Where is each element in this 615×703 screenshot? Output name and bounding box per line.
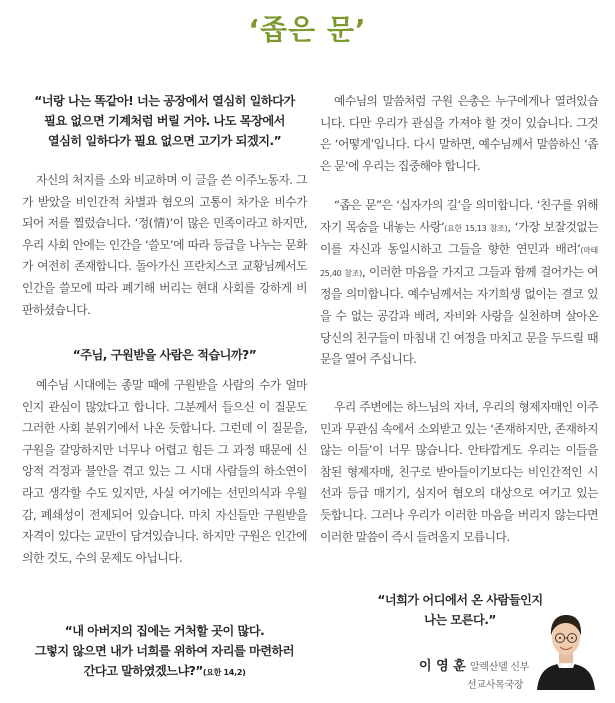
author-name: 이 영 훈 xyxy=(419,659,466,674)
john-quote xyxy=(22,621,307,683)
page-title: ‘좁은 문’ xyxy=(248,13,367,46)
author-title: 알렉산델 신부 xyxy=(470,662,530,673)
scripture-reference: (마태 25,40 참조) xyxy=(320,246,598,278)
left-paragraph-2: 예수님 시대에는 종말 때에 구원받을 사람의 수가 얼마인지 관심이 많았다고 합니다. 그분께서 들으신 이 질문도 그러한 사회 분위기에서 나온 듯합니다. 그런데 이 질문을, 구원을 갈망하지만 너무나 어렵고 힘든 그 과정 때문에 신앙적 걱정과 불안을 겪고 있는 그 시대 사람들의 하소연이라고 생각할 수도 있지만, 사실 여기에는 선민의식과 우월감, 폐쇄성이 전제되어 있습니다. 마치 자신들만 구원받을 자격이 있다는 교만이 담겨있습니다. 하지만 구원은 인간에 의한 것도, 수의 문제도 아닙니다. xyxy=(22,378,307,565)
opening-quote-line: “너랑 나는 똑같아! 너는 공장에서 열심히 일하다가 xyxy=(34,94,295,108)
right-paragraph-2: “좁은 문”은 ‘십자가의 길’을 의미합니다. ‘친구를 위해 자기 목숨을 내놓는 사랑’(요한 15,13 참조), ‘가장 보잘것없는 이를 자신과 동일시하고 그들을 향한 연민과 배려’(마태 25,40 참조), 이러한 마음을 가지고 그들과 함께 걸어가는 여정을 의미합니다. 예수님께서는 자기희생 없이는 결코 있을 수 없는 공감과 배려, 자비와 사랑을 실천하며 살아온 당신의 친구들이 마침내 긴 여정을 마치고 문을 두드릴 때 문을 열어 주십니다. xyxy=(320,198,598,367)
john-quote-line: 그렇지 않으면 내가 너희를 위하여 자리를 마련하러 xyxy=(34,644,295,658)
right-paragraph-1: 예수님의 말씀처럼 구원 은총은 누구에게나 열려있습니다. 다만 우리가 관심을 가져야 할 것이 있습니다. 그것은 ‘어떻게’입니다. 다시 말하면, 예수님께서 말씀하신 ‘좁은 문’에 우리는 집중해야 합니다. xyxy=(320,94,598,173)
author-photo xyxy=(535,608,597,690)
opening-quote-line: 필요 없으면 기계처럼 버릴 거야. 나도 목장에서 xyxy=(44,114,285,128)
closing-quote-line: “너희가 어디에서 온 사람들인지 xyxy=(377,593,543,607)
john-quote-line: 간다고 말하였겠느냐?”(요한 14,2) xyxy=(83,664,246,678)
question-quote: “주님, 구원받을 사람은 적습니까?” xyxy=(72,348,257,362)
john-quote-line: “내 아버지의 집에는 거처할 곳이 많다. xyxy=(64,624,265,638)
scripture-reference: (요한 15,13 참조) xyxy=(444,223,508,233)
john-quote-reference: (요한 14,2) xyxy=(202,668,246,677)
author-position: 선교사목국장 xyxy=(467,680,524,691)
opening-quote xyxy=(22,91,307,151)
opening-quote-line: 열심히 일하다가 필요 없으면 고기가 되겠지.” xyxy=(47,134,282,148)
closing-quote-line: 나는 모른다.” xyxy=(424,613,496,627)
right-paragraph-3: 우리 주변에는 하느님의 자녀, 우리의 형제자매인 이주민과 무관심 속에서 소외받고 있는 ‘존재하지만, 존재하지 않는 이들’이 너무 많습니다. 안타깝게도 우리는 이들을 참된 형제자매, 친구로 받아들이기보다는 비인간적인 시선과 등급 매기기, 심지어 혐오의 대상으로 여기고 있는 듯합니다. 그러나 우리가 이러한 마음을 버리지 않는다면 이러한 말씀이 즉시 들려올지 모릅니다. xyxy=(320,400,598,544)
left-paragraph-1: 자신의 처지를 소와 비교하며 이 글을 쓴 이주노동자. 그가 받았을 비인간적 차별과 혐오의 고통이 차가운 비수가 되어 저를 찔렀습니다. ‘정(情)’이 많은 민족이라고 하지만, 우리 사회 안에는 인간을 ‘쓸모’에 따라 등급을 나누는 문화가 여전히 존재합니다. 돌아가신 프란치스코 교황님께서도 인간을 쓸모에 따라 폐기해 버리는 현대 사회를 강하게 비판하셨습니다. xyxy=(22,173,307,317)
